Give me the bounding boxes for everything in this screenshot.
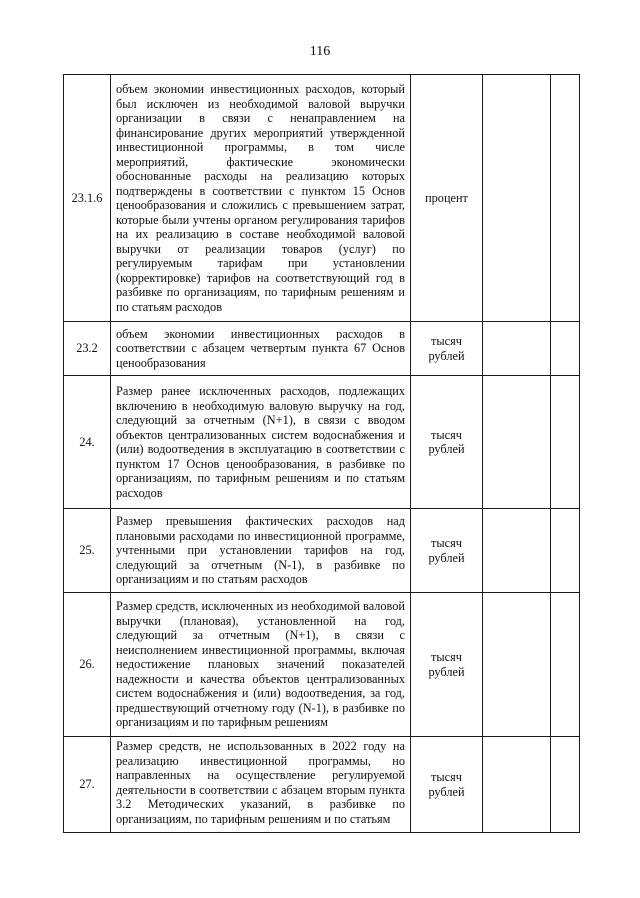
empty-cell <box>551 322 580 376</box>
empty-cell <box>483 376 551 509</box>
page-number: 116 <box>309 44 331 59</box>
empty-cell <box>551 75 580 322</box>
table-row <box>64 322 580 376</box>
row-number: 25. <box>64 509 111 593</box>
empty-cell <box>551 509 580 593</box>
row-number: 23.2 <box>64 322 111 376</box>
empty-cell <box>551 376 580 509</box>
row-description-text: объем экономии инвестиционных расходов, который был исключен из необходимой валовой выручки организации в связи с ненаправлением на финансирование других мероприятий утвержденной инвестиционной программы, в том числе мероприятий, фактические экономически обоснованные расходы на реализацию которых подтверждены в соответствии с пунктом 15 Основ ценообразования и сложились с превышением затрат, которые были учтены органом регулирования тарифов на их реализацию в составе необходимой валовой выручки от реализации товаров (услуг) по регулируемым тарифам при установлении (корректировке) тарифов на соответствующий год в разбивке по организациям, по тарифным решениям и по статьям расходов <box>116 82 405 314</box>
row-unit <box>411 509 483 593</box>
row-number: 23.1.6 <box>64 75 111 322</box>
empty-cell <box>483 322 551 376</box>
table-row <box>64 593 580 737</box>
empty-cell <box>483 737 551 833</box>
row-unit-text: тысяч рублей <box>428 650 465 679</box>
row-description-text: Размер ранее исключенных расходов, подлежащих включению в необходимую валовую выручку на год, следующий за отчетным (N+1), в связи с вводом объектов централизованных систем водоснабжения и (или) водоотведения в эксплуатацию в соответствии с пунктом 17 Основ ценообразования, в разбивке по организациям, по тарифным решениям и по статьям расходов <box>116 384 405 500</box>
empty-cell <box>483 509 551 593</box>
row-description <box>111 322 411 376</box>
row-unit <box>411 75 483 322</box>
row-number: 27. <box>64 737 111 833</box>
row-unit <box>411 737 483 833</box>
row-unit-text: тысяч рублей <box>428 770 465 799</box>
empty-cell <box>483 75 551 322</box>
row-unit <box>411 593 483 737</box>
indicators-table <box>63 74 580 833</box>
row-number: 26. <box>64 593 111 737</box>
row-unit <box>411 376 483 509</box>
row-description-text: Размер средств, не использованных в 2022 году на реализацию инвестиционной программы, но направленных на осуществление регулируемой деятельности в соответствии с абзацем вторым пункта 3.2 Методических указаний, в разбивке по организациям, по тарифным решениям и по статьям <box>116 739 405 825</box>
row-description-text: Размер средств, исключенных из необходимой валовой выручки (плановая), установленной на год, следующий за отчетным (N+1), в связи с неисполнением инвестиционной программы, включая недостижение плановых значений показателей надежности и качества объектов централизованных систем водоснабжения и (или) водоотведения, за год, предшествующий отчетному году (N-1), в разбивке по организациям и по тарифным решениям <box>116 599 405 730</box>
table-row <box>64 376 580 509</box>
row-unit-text: тысяч рублей <box>428 334 465 363</box>
row-description <box>111 593 411 737</box>
row-unit <box>411 322 483 376</box>
row-description <box>111 376 411 509</box>
row-description-text: объем экономии инвестиционных расходов в соответствии с абзацем четвертым пункта 67 Основ ценообразования <box>116 326 405 370</box>
row-description <box>111 75 411 322</box>
empty-cell <box>483 593 551 737</box>
row-unit-text: тысяч рублей <box>428 536 465 565</box>
table-row <box>64 75 580 322</box>
row-description <box>111 509 411 593</box>
row-description <box>111 737 411 833</box>
row-unit-text: процент <box>425 190 468 205</box>
empty-cell <box>551 593 580 737</box>
table-row <box>64 737 580 833</box>
row-number: 24. <box>64 376 111 509</box>
table-row <box>64 509 580 593</box>
row-unit-text: тысяч рублей <box>428 427 465 456</box>
empty-cell <box>551 737 580 833</box>
row-description-text: Размер превышения фактических расходов над плановыми расходами по инвестиционной программе, учтенными при установлении тарифов на год, следующий за отчетным (N-1), в разбивке по организациям и по статьям расходов <box>116 514 405 587</box>
